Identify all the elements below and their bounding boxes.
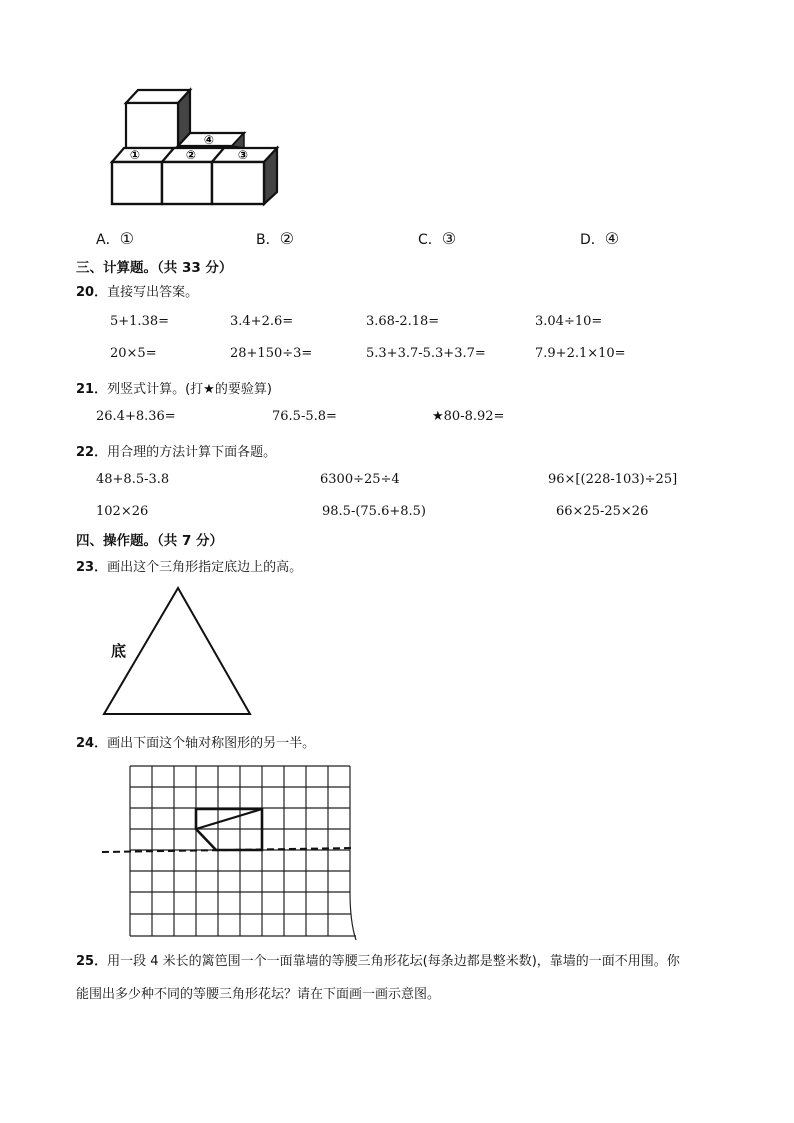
q22-number: 22．	[76, 445, 108, 460]
option-value: ③	[441, 229, 457, 248]
cube-label-4: ④	[203, 133, 215, 147]
option-value: ①	[119, 229, 134, 248]
q22-text: 用合理的方法计算下面各题。	[107, 445, 277, 460]
q22-item: 66×25-25×26	[556, 504, 649, 519]
q22-heading	[76, 441, 276, 460]
q22-item: 98.5-(75.6+8.5)	[322, 504, 426, 519]
cube-label-3: ③	[237, 148, 249, 162]
cubes-figure	[104, 86, 289, 211]
q20-item: 3.04÷10=	[535, 314, 603, 329]
q21-number: 21．	[76, 382, 108, 397]
option-b[interactable]	[256, 229, 294, 249]
grid-figure	[100, 762, 360, 942]
q22-item: 96×[(228-103)÷25]	[548, 472, 678, 487]
q20-item: 5.3+3.7-5.3+3.7=	[366, 346, 486, 361]
option-value: ④	[604, 229, 620, 248]
cube-label-2: ②	[185, 148, 197, 162]
q21-item: 26.4+8.36=	[96, 409, 176, 424]
q20-item: 7.9+2.1×10=	[535, 346, 626, 361]
q22-item: 102×26	[96, 504, 149, 519]
q25-line-1	[76, 950, 680, 969]
q21-item: 76.5-5.8=	[272, 409, 337, 424]
q24-text: 画出下面这个轴对称图形的另一半。	[107, 736, 316, 751]
q20-item: 3.68-2.18=	[366, 314, 440, 329]
option-letter: C．	[418, 232, 442, 248]
q20-heading	[76, 281, 198, 300]
option-value: ②	[279, 229, 294, 248]
q24-number: 24．	[76, 736, 108, 751]
option-c[interactable]	[418, 229, 456, 249]
q23-number: 23．	[76, 560, 108, 575]
option-letter: B．	[256, 232, 280, 248]
q24-heading	[76, 732, 315, 751]
section-3-title: 三、计算题。（共 33 分）	[76, 260, 233, 276]
cube-label-1: ①	[129, 148, 141, 162]
q20-item: 3.4+2.6=	[230, 314, 294, 329]
section-4-title: 四、操作题。（共 7 分）	[76, 533, 224, 549]
q21-item: ★80-8.92=	[432, 409, 505, 424]
q25-text-line-2: 能围出多少种不同的等腰三角形花坛？请在下面画一画示意图。	[76, 987, 441, 1002]
q20-item: 5+1.38=	[110, 314, 170, 329]
q23-text: 画出这个三角形指定底边上的高。	[107, 560, 303, 575]
q20-number: 20．	[76, 285, 108, 300]
option-d[interactable]	[580, 229, 619, 249]
q20-item: 20×5=	[110, 346, 157, 361]
q23-heading	[76, 556, 302, 575]
q25-text-line-1: 用一段 4 米长的篱笆围一个一面靠墙的等腰三角形花坛(每条边都是整米数)，靠墙的一面不用围。你	[107, 954, 680, 969]
option-letter: D．	[580, 232, 605, 248]
q20-text: 直接写出答案。	[107, 285, 199, 300]
q22-item: 48+8.5-3.8	[96, 472, 170, 487]
option-a[interactable]	[96, 229, 134, 249]
base-label: 底	[111, 642, 127, 660]
option-letter: A．	[96, 232, 120, 248]
q20-item: 28+150÷3=	[230, 346, 313, 361]
q25-number: 25．	[76, 954, 108, 969]
q21-heading	[76, 378, 272, 397]
q21-text: 列竖式计算。(打★的要验算)	[107, 382, 272, 397]
q22-item: 6300÷25÷4	[320, 472, 400, 487]
